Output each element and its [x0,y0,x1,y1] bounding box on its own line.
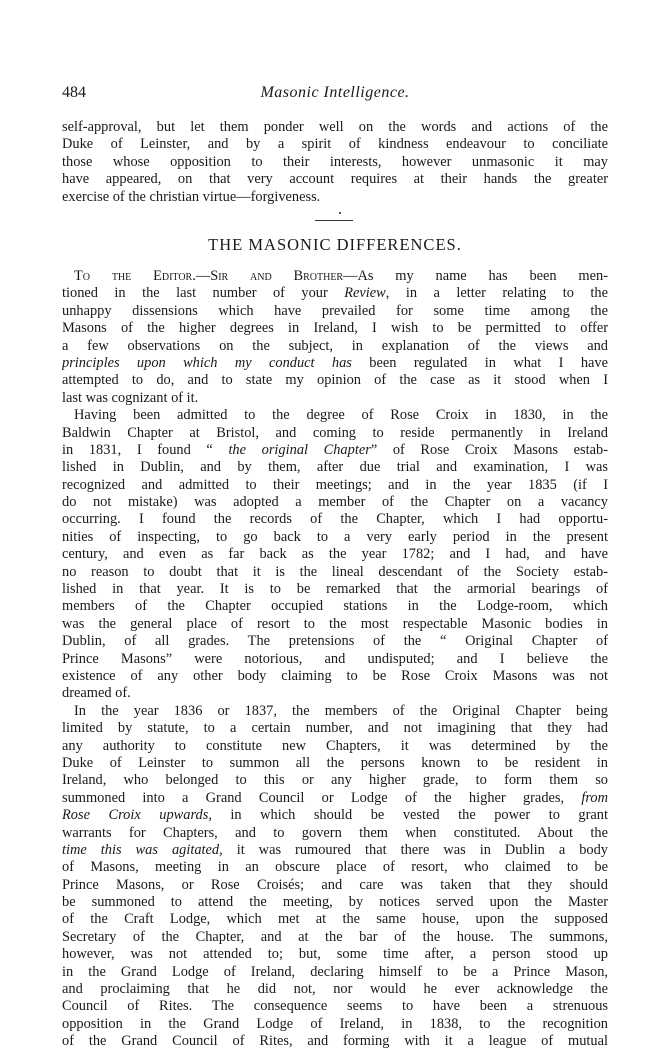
text-line: principles upon which my conduct has been regulated in what I have [62,354,608,371]
text-line: of the Grand Council of Rites, and forming with it a league of mutual [62,1033,608,1050]
text-line: century, and even as far back as the year 1782; and I had, and have [62,546,608,563]
article-title: THE MASONIC DIFFERENCES. [208,235,462,254]
text-line: have appeared, on that very account requires at their hands the greater [62,171,608,188]
text-line: was the general place of resort to the most respectable Masonic bodies in [62,615,608,632]
text-line: Rose Croix upwards, in which should be vested the power to grant [62,807,608,824]
text-line: time this was agitated, it was rumoured that there was in Dublin a body [62,841,608,858]
text-line: tioned in the last number of your Review, in a letter relating to the [62,285,608,302]
text-line: exercise of the christian virtue—forgiveness. [62,188,321,205]
text-line: In the year 1836 or 1837, the members of the Original Chapter being [74,702,608,719]
text-line: and proclaiming that he did not, nor would he ever acknowledge the [62,981,608,998]
text-line: limited by statute, to a certain number, and not imagining that they had [62,720,608,737]
page-header [62,84,608,106]
review-title: Review [344,285,386,302]
divider-ornament [339,212,341,214]
text-line: attempted to do, and to state my opinion of the case as it stood when I [62,372,608,389]
text-line: Prince Masons” were notorious, and undisputed; and I believe the [62,650,608,667]
text-line: Having been admitted to the degree of Rose Croix in 1830, in the [74,407,608,424]
text-line: nities of inspecting, to go back to a very early period in the present [62,528,608,545]
running-title: Masonic Intelligence. [260,84,410,101]
text-line: Ireland, who belonged to this or any higher grade, to form them so [62,772,608,789]
text-line: warrants for Chapters, and to govern them when constituted. About the [62,824,608,841]
intro-paragraph [62,119,608,206]
text-line: Duke of Leinster, and by a spirit of kindness endeavour to conciliate [62,136,608,153]
text-line: in 1831, I found “ the original Chapter” of Rose Croix Masons estab- [62,441,608,458]
text-line: members of the Chapter occupied stations in the Lodge-room, which [62,598,608,615]
text-line: a few observations on the subject, in explanation of the views and [62,337,608,354]
text-line: Baldwin Chapter at Bristol, and coming to reside permanently in Ireland [62,424,608,441]
text-line: unhappy dissensions which have prevailed for some time among the [62,302,608,319]
text-line: To the Editor.—Sir and Brother—As my name has been men- [74,268,608,284]
text-line: occurring. I found the records of the Chapter, which I had opportu- [62,511,608,528]
text-line: of Masons, meeting in an obscure place of resort, who claimed to be [62,859,608,876]
text-line: Dublin, of all grades. The pretensions of the “ Original Chapter of [62,633,608,650]
text-line: in the Grand Lodge of Ireland, declaring himself to be a Prince Mason, [62,963,608,980]
text-line: Prince Masons, or Rose Croisés; and care was taken that they should [62,876,608,893]
text-line: existence of any other body claiming to be Rose Croix Masons was not [62,667,608,684]
text-line: Secretary of the Chapter, and at the bar of the house. The summons, [62,928,608,945]
text-line: summoned into a Grand Council or Lodge of the higher grades, from [62,789,608,806]
section-divider [315,220,353,221]
text-line: do not mistake) was adopted a member of the Chapter on a vacancy [62,494,608,511]
salutation-to-editor: To the Editor. [74,268,196,284]
text-line: lished in Dublin, and by them, after due trial and examination, I was [62,459,608,476]
text-line: no reason to doubt that it is the lineal descendant of the Society estab- [62,563,608,580]
text-line: lished in that year. It is to be remarked that the armorial bearings of [62,581,608,598]
text-line: recognized and admitted to their meetings; and in the year 1835 (if I [62,476,608,493]
article-body [62,268,608,1051]
text-line: of the Craft Lodge, which met at the same house, upon the supposed [62,911,608,928]
page-number: 484 [62,84,86,101]
salutation-sir-brother: —Sir and Brother [195,268,344,284]
text-line: however, was not attended to; but, some time after, a person stood up [62,946,608,963]
text-line: self-approval, but let them ponder well on the words and actions of the [62,119,608,135]
text-line: last was cognizant of it. [62,389,199,406]
text-line: opposition in the Grand Lodge of Ireland, in 1838, to the recognition [62,1015,608,1032]
text-line: Duke of Leinster to summon all the persons known to be resident in [62,754,608,771]
text-line: any authority to constitute new Chapters, it was determined by the [62,737,608,754]
text-line: dreamed of. [62,685,131,702]
text-line: be summoned to attend the meeting, by notices served upon the Master [62,894,608,911]
text-line: Masons of the higher degrees in Ireland, I wish to be permitted to offer [62,320,608,337]
text-line: those whose opposition to their interests, however unmasonic it may [62,153,608,170]
text-line: Council of Rites. The consequence seems to have been a strenuous [62,998,608,1015]
